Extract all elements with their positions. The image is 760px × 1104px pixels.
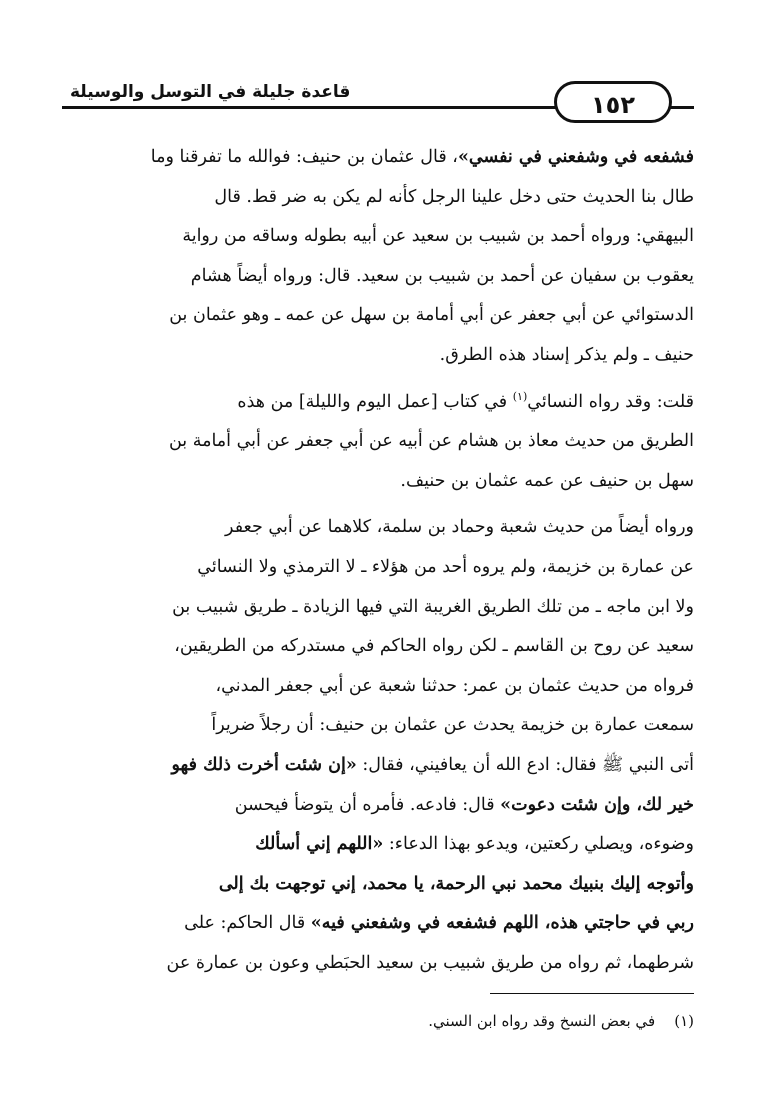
bold-quote: «إن شئت أخرت ذلك فهو (171, 754, 357, 775)
text-run: قال: فادعه. فأمره أن يتوضأ فيحسن (234, 794, 501, 815)
text-run: ورواه أيضاً من حديث شعبة وحماد بن سلمة، كلاهما عن أبي جعفر (225, 517, 694, 538)
text-run: الطريق من حديث معاذ بن هشام عن أبيه عن أبي جعفر عن أبي أمامة بن (168, 431, 694, 452)
text-run: عن عمارة بن خزيمة، ولم يروه أحد من هؤلاء ـ لا الترمذي ولا النسائي (197, 556, 694, 577)
footnote-ref: (١) (512, 389, 528, 403)
text-run: وضوءه، ويصلي ركعتين، ويدعو بهذا الدعاء: (383, 834, 694, 855)
text-line (62, 746, 694, 786)
paragraph-gap (62, 501, 694, 508)
text-line (62, 217, 694, 257)
text-line (62, 865, 694, 905)
text-line (62, 706, 694, 746)
text-run: البيهقي: ورواه أحمد بن شبيب بن سعيد عن أبيه بطوله وساقه من رواية (182, 226, 694, 247)
text-run: حنيف ـ ولم يذكر إسناد هذه الطرق. (439, 344, 694, 365)
page-number: ١٥٢ (554, 81, 672, 123)
paragraph-gap (62, 376, 694, 383)
text-line (62, 667, 694, 707)
text-line (62, 422, 694, 462)
text-run: سعيد عن روح بن القاسم ـ لكن رواه الحاكم في مستدركه من الطريقين، (174, 636, 694, 657)
footnote (62, 1012, 694, 1030)
text-run: يعقوب بن سفيان عن أحمد بن شبيب بن سعيد. قال: ورواه أيضاً هشام (190, 265, 694, 286)
text-line (62, 548, 694, 588)
bold-quote: «اللهم إني أسألك (255, 834, 384, 855)
text-line (62, 588, 694, 628)
body-text (62, 138, 694, 983)
text-line (62, 627, 694, 667)
footnote-rule (490, 993, 694, 994)
text-run: في كتاب [عمل اليوم والليلة] من هذه (237, 391, 513, 412)
text-run: الدستوائي عن أبي جعفر عن أبي أمامة بن سهل عن عمه ـ وهو عثمان بن (169, 305, 694, 326)
text-run: سمعت عمارة بن خزيمة يحدث عن عثمان بن حنيف: أن رجلاً ضريراً (211, 715, 694, 736)
text-run: قال الحاكم: على (184, 913, 311, 934)
text-run: سهل بن حنيف عن عمه عثمان بن حنيف. (400, 470, 694, 491)
footnote-text: في بعض النسخ وقد رواه ابن السني. (428, 1012, 656, 1030)
footnote-marker: (١) (674, 1012, 694, 1030)
text-run: أتى النبي ﷺ فقال: ادع الله أن يعافيني، فقال: (356, 754, 694, 775)
text-line (62, 138, 694, 178)
text-line (62, 178, 694, 218)
text-run: ولا ابن ماجه ـ من تلك الطريق الغريبة التي فيها الزيادة ـ طريق شبيب بن (172, 596, 694, 617)
bold-quote: ربي في حاجتي هذه، اللهم فشفعه في وشفعني فيه» (310, 913, 694, 934)
text-line (62, 336, 694, 376)
running-header (62, 78, 694, 128)
text-line (62, 296, 694, 336)
text-line (62, 462, 694, 502)
text-run: قلت: وقد رواه النسائي (527, 391, 694, 412)
text-run: ، قال عثمان بن حنيف: فوالله ما تفرقنا وما (150, 147, 458, 167)
text-line (62, 904, 694, 944)
text-line (62, 257, 694, 297)
bold-quote: وأتوجه إليك بنبيك محمد نبي الرحمة، يا محمد، إني توجهت بك إلى (218, 873, 694, 894)
bold-quote: خير لك، وإن شئت دعوت» (500, 794, 694, 815)
text-run: طال بنا الحديث حتى دخل علينا الرجل كأنه لم يكن به ضر قط. قال (214, 186, 694, 207)
text-line (62, 944, 694, 984)
book-title: قاعدة جليلة في التوسل والوسيلة (64, 82, 356, 102)
text-line (62, 508, 694, 548)
text-line (62, 786, 694, 826)
text-run: فرواه من حديث عثمان بن عمر: حدثنا شعبة عن أبي جعفر المدني، (215, 675, 694, 696)
bold-quote: فشفعه في وشفعني في نفسي» (457, 147, 694, 167)
text-line (62, 825, 694, 865)
text-run: شرطهما، ثم رواه من طريق شبيب بن سعيد الحبَطي وعون بن عمارة عن (166, 952, 694, 973)
text-line (62, 383, 694, 423)
